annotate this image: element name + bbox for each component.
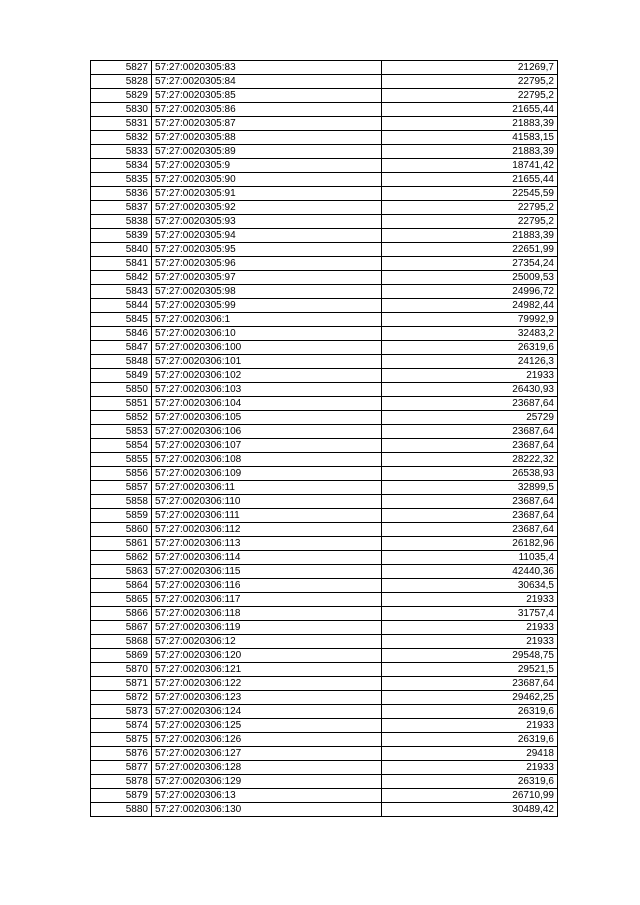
cadastral-number-cell: 57:27:0020305:9: [152, 159, 382, 173]
value-cell: 23687,64: [382, 509, 558, 523]
table-row: [91, 313, 558, 327]
table-row: [91, 215, 558, 229]
cadastral-number-cell: 57:27:0020306:128: [152, 761, 382, 775]
value-cell: 32483,2: [382, 327, 558, 341]
cadastral-number-cell: 57:27:0020306:103: [152, 383, 382, 397]
row-number-cell: 5860: [91, 523, 152, 537]
row-number-cell: 5839: [91, 229, 152, 243]
value-cell: 22795,2: [382, 215, 558, 229]
table-row: [91, 411, 558, 425]
cadastral-number-cell: 57:27:0020306:13: [152, 789, 382, 803]
value-cell: 21933: [382, 761, 558, 775]
value-cell: 21655,44: [382, 103, 558, 117]
cadastral-number-cell: 57:27:0020306:110: [152, 495, 382, 509]
table-row: [91, 173, 558, 187]
table-row: [91, 271, 558, 285]
row-number-cell: 5827: [91, 61, 152, 75]
cadastral-number-cell: 57:27:0020306:127: [152, 747, 382, 761]
table-row: [91, 453, 558, 467]
row-number-cell: 5832: [91, 131, 152, 145]
row-number-cell: 5879: [91, 789, 152, 803]
value-cell: 26430,93: [382, 383, 558, 397]
cadastral-number-cell: 57:27:0020305:91: [152, 187, 382, 201]
cadastral-number-cell: 57:27:0020306:118: [152, 607, 382, 621]
value-cell: 23687,64: [382, 397, 558, 411]
value-cell: 23687,64: [382, 425, 558, 439]
cadastral-number-cell: 57:27:0020305:99: [152, 299, 382, 313]
table-row: [91, 481, 558, 495]
table-row: [91, 803, 558, 817]
table-row: [91, 159, 558, 173]
table-row: [91, 257, 558, 271]
row-number-cell: 5871: [91, 677, 152, 691]
cadastral-number-cell: 57:27:0020305:83: [152, 61, 382, 75]
value-cell: 22795,2: [382, 75, 558, 89]
value-cell: 25729: [382, 411, 558, 425]
cadastral-number-cell: 57:27:0020305:89: [152, 145, 382, 159]
row-number-cell: 5833: [91, 145, 152, 159]
row-number-cell: 5873: [91, 705, 152, 719]
row-number-cell: 5854: [91, 439, 152, 453]
row-number-cell: 5876: [91, 747, 152, 761]
row-number-cell: 5856: [91, 467, 152, 481]
row-number-cell: 5865: [91, 593, 152, 607]
value-cell: 11035,4: [382, 551, 558, 565]
table-row: [91, 61, 558, 75]
table-row: [91, 649, 558, 663]
value-cell: 26182,96: [382, 537, 558, 551]
cadastral-number-cell: 57:27:0020306:116: [152, 579, 382, 593]
cadastral-number-cell: 57:27:0020306:120: [152, 649, 382, 663]
table-row: [91, 201, 558, 215]
row-number-cell: 5836: [91, 187, 152, 201]
table-row: [91, 523, 558, 537]
cadastral-number-cell: 57:27:0020305:90: [152, 173, 382, 187]
value-cell: 22545,59: [382, 187, 558, 201]
table-row: [91, 551, 558, 565]
table-row: [91, 705, 558, 719]
table-row: [91, 145, 558, 159]
table-row: [91, 243, 558, 257]
value-cell: 79992,9: [382, 313, 558, 327]
table-row: [91, 733, 558, 747]
cadastral-number-cell: 57:27:0020306:100: [152, 341, 382, 355]
table-row: [91, 747, 558, 761]
cadastral-number-cell: 57:27:0020306:130: [152, 803, 382, 817]
row-number-cell: 5844: [91, 299, 152, 313]
row-number-cell: 5846: [91, 327, 152, 341]
table-row: [91, 635, 558, 649]
table-row: [91, 579, 558, 593]
cadastral-number-cell: 57:27:0020306:108: [152, 453, 382, 467]
row-number-cell: 5848: [91, 355, 152, 369]
row-number-cell: 5850: [91, 383, 152, 397]
row-number-cell: 5842: [91, 271, 152, 285]
row-number-cell: 5872: [91, 691, 152, 705]
value-cell: 26319,6: [382, 341, 558, 355]
cadastral-number-cell: 57:27:0020306:101: [152, 355, 382, 369]
row-number-cell: 5851: [91, 397, 152, 411]
cadastral-number-cell: 57:27:0020305:84: [152, 75, 382, 89]
value-cell: 26710,99: [382, 789, 558, 803]
row-number-cell: 5864: [91, 579, 152, 593]
cadastral-number-cell: 57:27:0020306:115: [152, 565, 382, 579]
table-row: [91, 607, 558, 621]
row-number-cell: 5868: [91, 635, 152, 649]
value-cell: 42440,36: [382, 565, 558, 579]
cadastral-number-cell: 57:27:0020305:98: [152, 285, 382, 299]
cadastral-number-cell: 57:27:0020306:10: [152, 327, 382, 341]
row-number-cell: 5855: [91, 453, 152, 467]
row-number-cell: 5862: [91, 551, 152, 565]
row-number-cell: 5838: [91, 215, 152, 229]
value-cell: 29462,25: [382, 691, 558, 705]
cadastral-number-cell: 57:27:0020306:129: [152, 775, 382, 789]
row-number-cell: 5878: [91, 775, 152, 789]
row-number-cell: 5874: [91, 719, 152, 733]
row-number-cell: 5861: [91, 537, 152, 551]
row-number-cell: 5875: [91, 733, 152, 747]
table-row: [91, 117, 558, 131]
data-table: [90, 60, 558, 817]
value-cell: 24126,3: [382, 355, 558, 369]
value-cell: 29548,75: [382, 649, 558, 663]
table-row: [91, 285, 558, 299]
table-row: [91, 677, 558, 691]
value-cell: 27354,24: [382, 257, 558, 271]
row-number-cell: 5867: [91, 621, 152, 635]
value-cell: 29521,5: [382, 663, 558, 677]
table-row: [91, 89, 558, 103]
table-row: [91, 775, 558, 789]
row-number-cell: 5880: [91, 803, 152, 817]
value-cell: 21933: [382, 621, 558, 635]
cadastral-number-cell: 57:27:0020306:126: [152, 733, 382, 747]
row-number-cell: 5840: [91, 243, 152, 257]
table-row: [91, 131, 558, 145]
row-number-cell: 5830: [91, 103, 152, 117]
table-row: [91, 299, 558, 313]
cadastral-number-cell: 57:27:0020305:92: [152, 201, 382, 215]
cadastral-number-cell: 57:27:0020305:85: [152, 89, 382, 103]
table-row: [91, 355, 558, 369]
value-cell: 23687,64: [382, 677, 558, 691]
cadastral-number-cell: 57:27:0020305:95: [152, 243, 382, 257]
table-row: [91, 593, 558, 607]
cadastral-number-cell: 57:27:0020306:111: [152, 509, 382, 523]
value-cell: 28222,32: [382, 453, 558, 467]
cadastral-number-cell: 57:27:0020306:117: [152, 593, 382, 607]
row-number-cell: 5841: [91, 257, 152, 271]
table-row: [91, 397, 558, 411]
row-number-cell: 5852: [91, 411, 152, 425]
table-body: [91, 61, 558, 817]
value-cell: 23687,64: [382, 523, 558, 537]
table-row: [91, 327, 558, 341]
cadastral-number-cell: 57:27:0020306:114: [152, 551, 382, 565]
row-number-cell: 5870: [91, 663, 152, 677]
table-row: [91, 663, 558, 677]
cadastral-number-cell: 57:27:0020306:119: [152, 621, 382, 635]
cadastral-number-cell: 57:27:0020306:107: [152, 439, 382, 453]
value-cell: 26538,93: [382, 467, 558, 481]
row-number-cell: 5837: [91, 201, 152, 215]
row-number-cell: 5834: [91, 159, 152, 173]
table-row: [91, 369, 558, 383]
value-cell: 21883,39: [382, 117, 558, 131]
value-cell: 30489,42: [382, 803, 558, 817]
value-cell: 21655,44: [382, 173, 558, 187]
value-cell: 21883,39: [382, 145, 558, 159]
value-cell: 22795,2: [382, 201, 558, 215]
value-cell: 26319,6: [382, 775, 558, 789]
cadastral-number-cell: 57:27:0020305:97: [152, 271, 382, 285]
row-number-cell: 5845: [91, 313, 152, 327]
cadastral-number-cell: 57:27:0020306:12: [152, 635, 382, 649]
cadastral-number-cell: 57:27:0020306:102: [152, 369, 382, 383]
table-row: [91, 187, 558, 201]
table-row: [91, 621, 558, 635]
table-row: [91, 565, 558, 579]
cadastral-number-cell: 57:27:0020305:93: [152, 215, 382, 229]
cadastral-number-cell: 57:27:0020305:94: [152, 229, 382, 243]
cadastral-number-cell: 57:27:0020306:121: [152, 663, 382, 677]
cadastral-number-cell: 57:27:0020306:106: [152, 425, 382, 439]
table-row: [91, 425, 558, 439]
table-row: [91, 789, 558, 803]
value-cell: 26319,6: [382, 705, 558, 719]
row-number-cell: 5866: [91, 607, 152, 621]
value-cell: 22651,99: [382, 243, 558, 257]
cadastral-number-cell: 57:27:0020306:112: [152, 523, 382, 537]
row-number-cell: 5829: [91, 89, 152, 103]
row-number-cell: 5869: [91, 649, 152, 663]
row-number-cell: 5843: [91, 285, 152, 299]
value-cell: 21933: [382, 635, 558, 649]
cadastral-number-cell: 57:27:0020306:109: [152, 467, 382, 481]
row-number-cell: 5847: [91, 341, 152, 355]
row-number-cell: 5858: [91, 495, 152, 509]
row-number-cell: 5859: [91, 509, 152, 523]
cadastral-number-cell: 57:27:0020306:11: [152, 481, 382, 495]
value-cell: 41583,15: [382, 131, 558, 145]
cadastral-number-cell: 57:27:0020305:96: [152, 257, 382, 271]
table-row: [91, 509, 558, 523]
cadastral-number-cell: 57:27:0020305:87: [152, 117, 382, 131]
row-number-cell: 5849: [91, 369, 152, 383]
value-cell: 21933: [382, 719, 558, 733]
table-row: [91, 341, 558, 355]
cadastral-number-cell: 57:27:0020306:123: [152, 691, 382, 705]
table-row: [91, 761, 558, 775]
value-cell: 21933: [382, 593, 558, 607]
value-cell: 22795,2: [382, 89, 558, 103]
value-cell: 30634,5: [382, 579, 558, 593]
value-cell: 29418: [382, 747, 558, 761]
row-number-cell: 5835: [91, 173, 152, 187]
value-cell: 21883,39: [382, 229, 558, 243]
value-cell: 31757,4: [382, 607, 558, 621]
value-cell: 23687,64: [382, 495, 558, 509]
row-number-cell: 5853: [91, 425, 152, 439]
value-cell: 24996,72: [382, 285, 558, 299]
row-number-cell: 5863: [91, 565, 152, 579]
table-row: [91, 719, 558, 733]
value-cell: 21269,7: [382, 61, 558, 75]
cadastral-number-cell: 57:27:0020306:125: [152, 719, 382, 733]
cadastral-number-cell: 57:27:0020306:1: [152, 313, 382, 327]
cadastral-number-cell: 57:27:0020306:105: [152, 411, 382, 425]
table-row: [91, 103, 558, 117]
cadastral-number-cell: 57:27:0020306:113: [152, 537, 382, 551]
cadastral-number-cell: 57:27:0020306:122: [152, 677, 382, 691]
row-number-cell: 5831: [91, 117, 152, 131]
table-row: [91, 495, 558, 509]
table-row: [91, 439, 558, 453]
table-row: [91, 75, 558, 89]
table-row: [91, 691, 558, 705]
cadastral-number-cell: 57:27:0020306:104: [152, 397, 382, 411]
value-cell: 32899,5: [382, 481, 558, 495]
value-cell: 24982,44: [382, 299, 558, 313]
value-cell: 25009,53: [382, 271, 558, 285]
row-number-cell: 5828: [91, 75, 152, 89]
table-row: [91, 383, 558, 397]
cadastral-number-cell: 57:27:0020305:88: [152, 131, 382, 145]
value-cell: 23687,64: [382, 439, 558, 453]
table-row: [91, 229, 558, 243]
cadastral-number-cell: 57:27:0020305:86: [152, 103, 382, 117]
table-row: [91, 537, 558, 551]
value-cell: 18741,42: [382, 159, 558, 173]
row-number-cell: 5857: [91, 481, 152, 495]
value-cell: 26319,6: [382, 733, 558, 747]
value-cell: 21933: [382, 369, 558, 383]
table-row: [91, 467, 558, 481]
cadastral-number-cell: 57:27:0020306:124: [152, 705, 382, 719]
row-number-cell: 5877: [91, 761, 152, 775]
